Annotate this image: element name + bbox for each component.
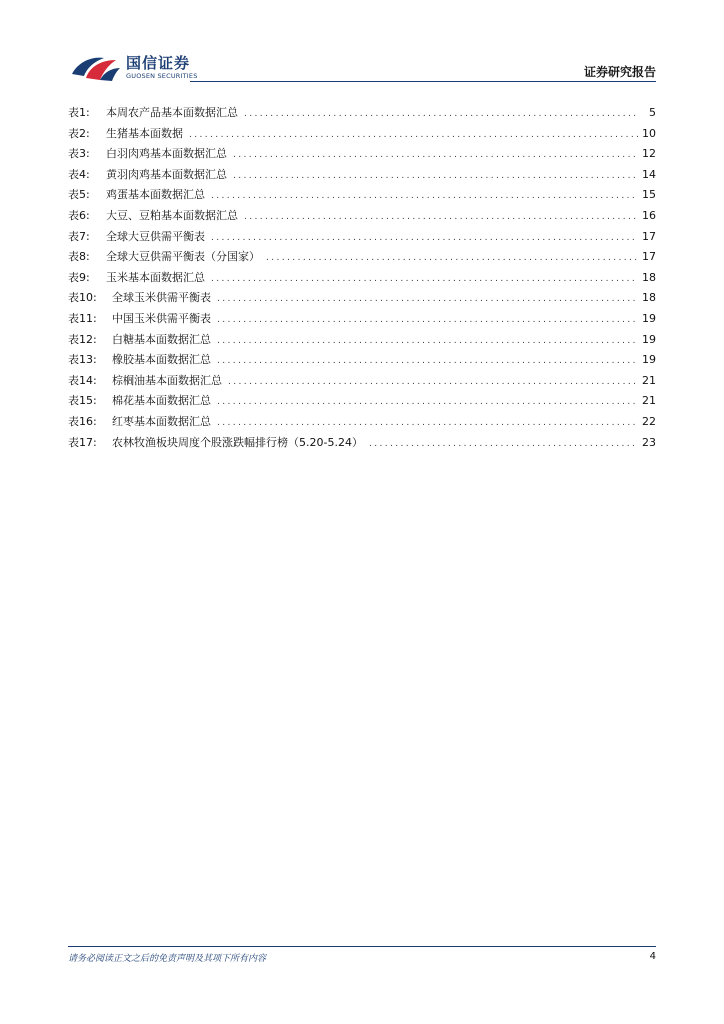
toc-entry-label: 表13:: [68, 353, 97, 367]
toc-dot-leader: [233, 145, 638, 166]
toc-entry[interactable]: [68, 309, 656, 330]
toc-dot-leader: [217, 310, 638, 331]
toc-dot-leader: [211, 186, 638, 207]
toc-entry-title: 农林牧渔板块周度个股涨跌幅排行榜（5.20-5.24）: [112, 435, 363, 449]
toc-entry-title: 鸡蛋基本面数据汇总: [106, 188, 205, 202]
toc-dot-leader: [228, 372, 638, 393]
toc-entry-title: 全球玉米供需平衡表: [112, 291, 211, 305]
toc-entry-title: 中国玉米供需平衡表: [112, 311, 211, 325]
toc-dot-leader: [244, 104, 638, 125]
toc-dot-leader: [189, 125, 638, 146]
toc-entry-page: 14: [642, 167, 656, 181]
logo-chinese-name: 国信证券: [126, 54, 191, 72]
toc-dot-leader: [217, 331, 638, 352]
toc-entry-page: 19: [642, 353, 656, 367]
toc-entry-label: 表1:: [68, 106, 90, 119]
toc-entry[interactable]: [68, 330, 656, 351]
toc-entry[interactable]: [68, 412, 656, 433]
toc-dot-leader: [217, 392, 638, 413]
toc-entry[interactable]: [68, 371, 656, 392]
toc-entry[interactable]: [68, 391, 656, 412]
toc-entry[interactable]: [68, 144, 656, 165]
logo-english-name: GUOSEN SECURITIES: [126, 72, 198, 80]
toc-dot-leader: [266, 248, 638, 269]
toc-entry[interactable]: [68, 124, 656, 145]
toc-entry-label: 表16:: [68, 414, 97, 428]
toc-dot-leader: [369, 434, 638, 455]
toc-entry-label: 表10:: [68, 291, 97, 305]
guosen-logo-mark-icon: [70, 52, 122, 82]
toc-entry-label: 表11:: [68, 311, 97, 325]
toc-entry-title: 白羽肉鸡基本面数据汇总: [106, 147, 227, 161]
toc-entry[interactable]: [68, 165, 656, 186]
toc-entry-page: 18: [642, 291, 656, 305]
page-header: [68, 50, 656, 86]
toc-entry-title: 生猪基本面数据: [106, 126, 183, 140]
toc-entry[interactable]: [68, 103, 656, 124]
toc-entry-page: 17: [642, 229, 656, 243]
toc-entry-page: 19: [642, 311, 656, 325]
toc-dot-leader: [233, 166, 638, 187]
report-type-label: 证券研究报告: [583, 65, 656, 79]
table-of-figures: [68, 103, 656, 453]
toc-entry-page: 23: [642, 435, 656, 449]
toc-entry-page: 16: [642, 208, 656, 222]
toc-entry-label: 表12:: [68, 332, 97, 346]
toc-entry-title: 红枣基本面数据汇总: [112, 414, 211, 428]
toc-entry-label: 表3:: [68, 147, 90, 161]
toc-entry[interactable]: [68, 247, 656, 268]
toc-entry-label: 表8:: [68, 250, 90, 264]
toc-dot-leader: [244, 207, 638, 228]
toc-entry[interactable]: [68, 433, 656, 454]
toc-entry[interactable]: [68, 268, 656, 289]
toc-dot-leader: [217, 289, 638, 310]
toc-entry-title: 全球大豆供需平衡表: [106, 229, 205, 243]
toc-entry[interactable]: [68, 288, 656, 309]
toc-entry-title: 白糖基本面数据汇总: [112, 332, 211, 346]
toc-entry-label: 表4:: [68, 167, 90, 181]
toc-entry-page: 19: [642, 332, 656, 346]
toc-entry-title: 本周农产品基本面数据汇总: [106, 106, 238, 119]
toc-entry-title: 黄羽肉鸡基本面数据汇总: [106, 167, 227, 181]
toc-entry-label: 表14:: [68, 373, 97, 387]
toc-entry-label: 表7:: [68, 229, 90, 243]
toc-entry-page: 10: [642, 126, 656, 140]
toc-entry[interactable]: [68, 227, 656, 248]
toc-entry-title: 橡胶基本面数据汇总: [112, 353, 211, 367]
toc-dot-leader: [211, 228, 638, 249]
footer-divider: [68, 946, 656, 947]
toc-entry-page: 17: [642, 250, 656, 264]
toc-entry-label: 表15:: [68, 394, 97, 408]
toc-entry-label: 表2:: [68, 126, 90, 140]
toc-entry[interactable]: [68, 185, 656, 206]
page-number: 4: [649, 951, 656, 962]
toc-entry-title: 全球大豆供需平衡表（分国家）: [106, 250, 260, 264]
toc-entry-page: 22: [642, 414, 656, 428]
toc-entry-page: 21: [642, 373, 656, 387]
guosen-logo: [68, 50, 208, 84]
toc-entry-label: 表9:: [68, 270, 90, 284]
toc-entry-label: 表5:: [68, 188, 90, 202]
toc-entry-label: 表17:: [68, 435, 97, 449]
footer-disclaimer: 请务必阅读正文之后的免责声明及其项下所有内容: [68, 954, 267, 964]
toc-entry-page: 15: [642, 188, 656, 202]
toc-entry-title: 棉花基本面数据汇总: [112, 394, 211, 408]
toc-entry-title: 大豆、豆粕基本面数据汇总: [106, 208, 238, 222]
toc-entry-title: 玉米基本面数据汇总: [106, 270, 205, 284]
toc-dot-leader: [211, 269, 638, 290]
toc-entry-page: 18: [642, 270, 656, 284]
toc-dot-leader: [217, 413, 638, 434]
toc-entry[interactable]: [68, 206, 656, 227]
toc-entry-title: 棕榈油基本面数据汇总: [112, 373, 222, 387]
toc-entry-page: 12: [642, 147, 656, 161]
header-divider: [190, 81, 656, 82]
toc-entry-page: 21: [642, 394, 656, 408]
toc-entry-label: 表6:: [68, 208, 90, 222]
toc-dot-leader: [217, 351, 638, 372]
toc-entry-page: 5: [649, 106, 656, 119]
toc-entry[interactable]: [68, 350, 656, 371]
